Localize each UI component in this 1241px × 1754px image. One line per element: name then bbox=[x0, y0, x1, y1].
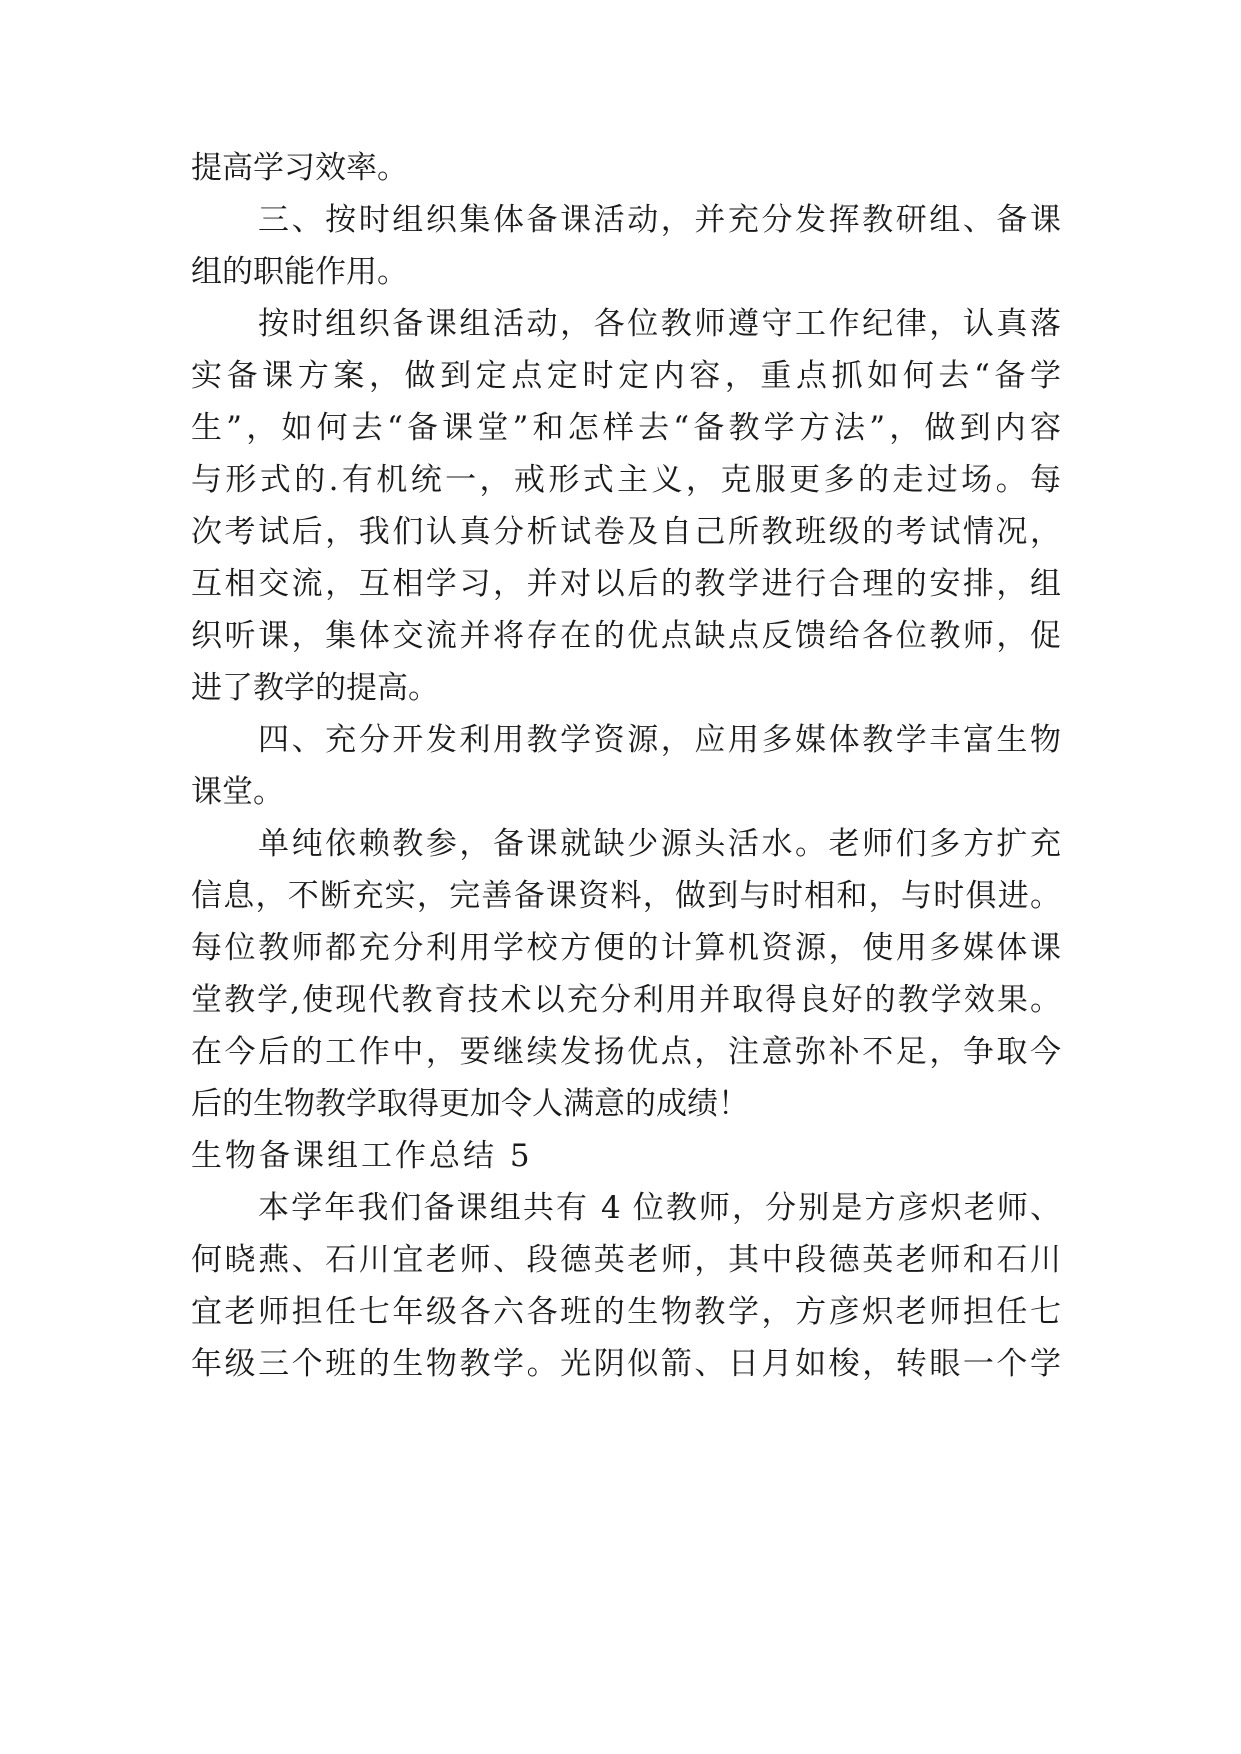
section-heading-line: 三、按时组织集体备课活动，并充分发挥教研组、备课 bbox=[258, 202, 1061, 238]
paragraph-line: 在今后的工作中，要继续发扬优点，注意弥补不足，争取今 bbox=[191, 1034, 1061, 1070]
paragraph-line: 织听课，集体交流并将存在的优点缺点反馈给各位教师，促 bbox=[191, 618, 1061, 654]
paragraph-line: 与形式的.有机统一，戒形式主义，克服更多的走过场。每 bbox=[191, 462, 1061, 498]
paragraph-line: 次考试后，我们认真分析试卷及自己所教班级的考试情况， bbox=[191, 514, 1061, 550]
paragraph-line: 堂教学,使现代教育技术以充分利用并取得良好的教学效果。 bbox=[191, 982, 1061, 1018]
paragraph-line: 互相交流，互相学习，并对以后的教学进行合理的安排，组 bbox=[191, 566, 1061, 602]
paragraph-line: 实备课方案，做到定点定时定内容，重点抓如何去“备学 bbox=[191, 358, 1061, 394]
section-heading-line: 课堂。 bbox=[191, 774, 284, 810]
paragraph-line: 进了教学的提高。 bbox=[191, 670, 439, 706]
paragraph-line: 信息，不断充实，完善备课资料，做到与时相和，与时俱进。 bbox=[191, 878, 1061, 914]
paragraph-line: 按时组织备课组活动，各位教师遵守工作纪律，认真落 bbox=[258, 306, 1061, 342]
paragraph-line: 宜老师担任七年级各六各班的生物教学，方彦炽老师担任七 bbox=[191, 1294, 1061, 1330]
section-heading-line: 组的职能作用。 bbox=[191, 254, 408, 290]
section-heading-line: 四、充分开发利用教学资源，应用多媒体教学丰富生物 bbox=[258, 722, 1061, 758]
paragraph-line: 本学年我们备课组共有 4 位教师，分别是方彦炽老师、 bbox=[258, 1190, 1061, 1226]
paragraph-line: 年级三个班的生物教学。光阴似箭、日月如梭，转眼一个学 bbox=[191, 1346, 1061, 1382]
paragraph-line: 何晓燕、石川宜老师、段德英老师，其中段德英老师和石川 bbox=[191, 1242, 1061, 1278]
paragraph-line: 生”，如何去“备课堂”和怎样去“备教学方法”，做到内容 bbox=[191, 410, 1061, 446]
paragraph-line: 单纯依赖教参，备课就缺少源头活水。老师们多方扩充 bbox=[258, 826, 1061, 862]
paragraph-line: 后的生物教学取得更加令人满意的成绩！ bbox=[191, 1086, 749, 1122]
paragraph-line: 每位教师都充分利用学校方便的计算机资源，使用多媒体课 bbox=[191, 930, 1061, 966]
section-title: 生物备课组工作总结 5 bbox=[191, 1138, 533, 1174]
text-line: 提高学习效率。 bbox=[191, 150, 408, 186]
